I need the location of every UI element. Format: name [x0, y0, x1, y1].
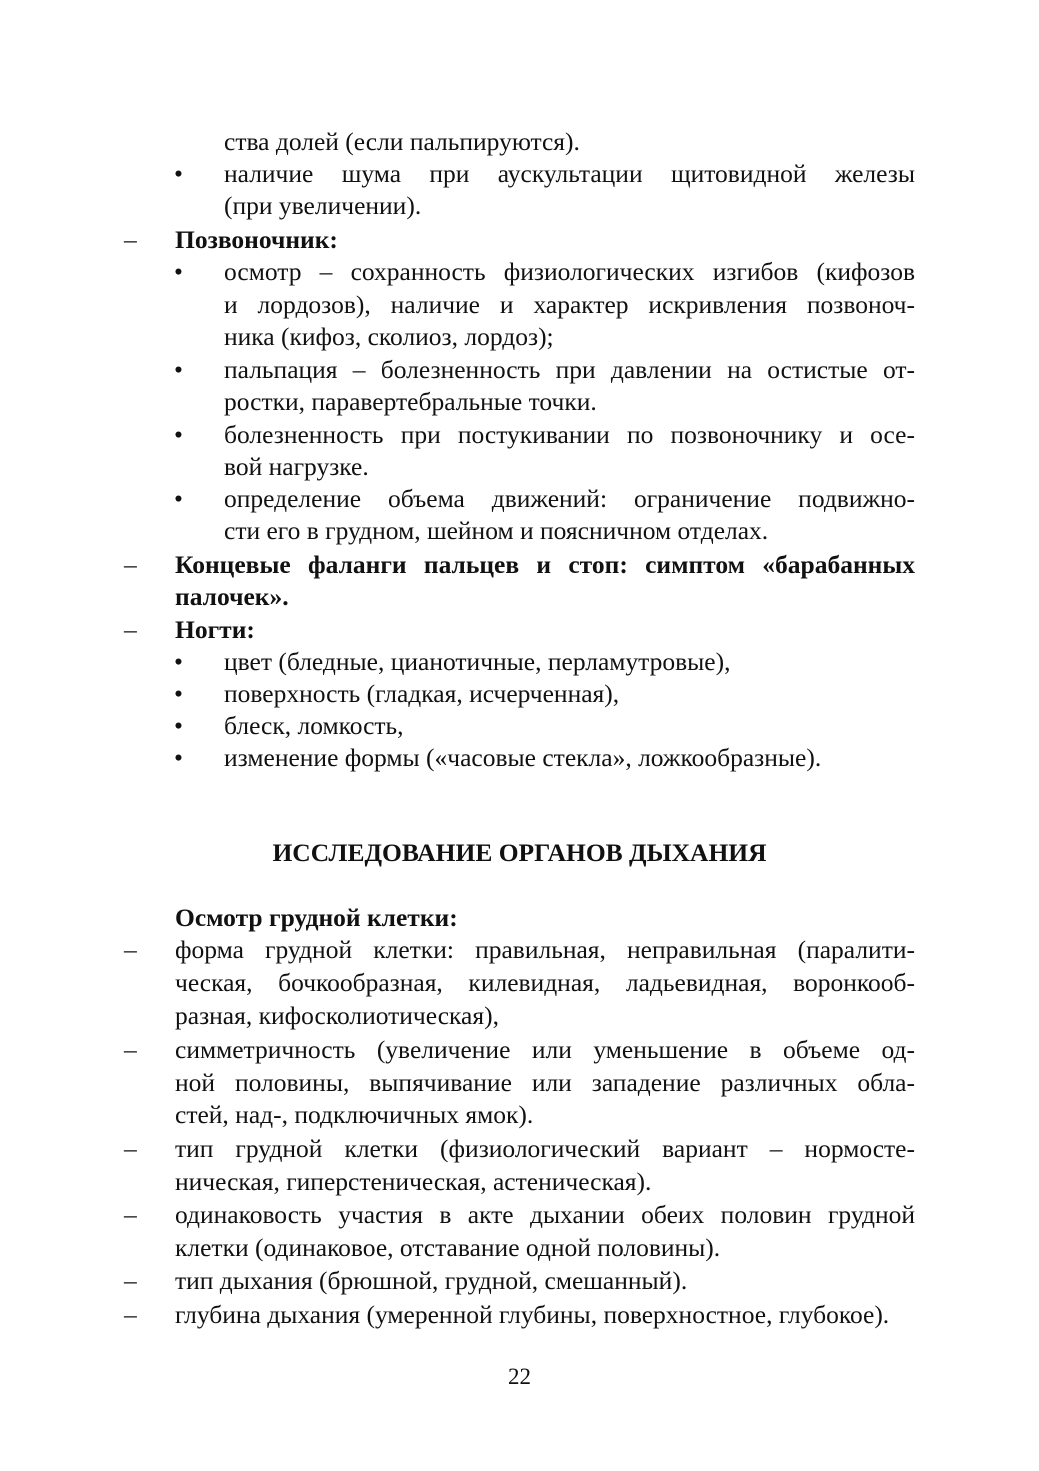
text-line: форма грудной клетки: правильная, неправильная (паралити- — [175, 935, 915, 964]
bullet-marker: • — [174, 711, 183, 740]
bullet-marker: • — [174, 355, 183, 384]
dash-marker: – — [124, 1200, 137, 1229]
text-line: симметричность (увеличение или уменьшение в объеме од- — [175, 1035, 915, 1064]
dash-marker: – — [124, 225, 137, 254]
text-line: вой нагрузке. — [224, 452, 369, 481]
text-line: (при увеличении). — [224, 191, 422, 220]
text-line: осмотр – сохранность физиологических изгибов (кифозов — [224, 257, 915, 286]
dash-marker: – — [124, 935, 137, 964]
text-line: поверхность (гладкая, исчерченная), — [224, 679, 620, 708]
dash-marker: – — [124, 550, 137, 579]
dash-marker: – — [124, 1300, 137, 1329]
text-line: ростки, паравертебральные точки. — [224, 387, 597, 416]
text-line: болезненность при постукивании по позвоночнику и осе- — [224, 420, 915, 449]
bullet-marker: • — [174, 679, 183, 708]
text-line: изменение формы («часовые стекла», ложкообразные). — [224, 743, 822, 772]
section-label-phalanges: Концевые фаланги пальцев и стоп: симптом «барабанных — [175, 550, 915, 579]
text-line: сти его в грудном, шейном и поясничном отделах. — [224, 516, 769, 545]
dash-marker: – — [124, 1035, 137, 1064]
page-number: 22 — [508, 1364, 531, 1389]
bullet-marker: • — [174, 257, 183, 286]
section-heading: ИССЛЕДОВАНИЕ ОРГАНОВ ДЫХАНИЯ — [272, 838, 767, 867]
text-line: ника (кифоз, сколиоз, лордоз); — [224, 322, 554, 351]
text-line: клетки (одинаковое, отставание одной половины). — [175, 1233, 721, 1262]
bullet-marker: • — [174, 420, 183, 449]
text-line: ной половины, выпячивание или западение различных обла- — [175, 1068, 915, 1097]
text-line: цвет (бледные, цианотичные, перламутровые), — [224, 647, 731, 676]
text-line: разная, кифосколиотическая), — [175, 1001, 499, 1030]
text-line: ства долей (если пальпируются). — [224, 127, 580, 156]
text-line: блеск, ломкость, — [224, 711, 404, 740]
text-line: ническая, гиперстеническая, астеническая). — [175, 1167, 652, 1196]
text-line: ческая, бочкообразная, килевидная, ладьевидная, воронкооб- — [175, 968, 915, 997]
bullet-marker: • — [174, 159, 183, 188]
text-line: стей, над-, подключичных ямок). — [175, 1100, 534, 1129]
bullet-marker: • — [174, 743, 183, 772]
text-line: палочек». — [175, 582, 289, 611]
dash-marker: – — [124, 1266, 137, 1295]
dash-marker: – — [124, 615, 137, 644]
dash-marker: – — [124, 1134, 137, 1163]
text-line: тип грудной клетки (физиологический вариант – нормосте- — [175, 1134, 915, 1163]
text-line: пальпация – болезненность при давлении на остистые от- — [224, 355, 915, 384]
bullet-marker: • — [174, 647, 183, 676]
text-line: и лордозов), наличие и характер искривления позвоноч- — [224, 290, 915, 319]
subheading: Осмотр грудной клетки: — [175, 903, 458, 932]
text-line: наличие шума при аускультации щитовидной железы — [224, 159, 915, 188]
bullet-marker: • — [174, 484, 183, 513]
text-line: определение объема движений: ограничение подвижно- — [224, 484, 915, 513]
section-label-spine: Позвоночник: — [175, 225, 338, 254]
section-label-nails: Ногти: — [175, 615, 255, 644]
text-line: одинаковость участия в акте дыхании обеих половин грудной — [175, 1200, 915, 1229]
text-line: тип дыхания (брюшной, грудной, смешанный). — [175, 1266, 688, 1295]
text-line: глубина дыхания (умеренной глубины, поверхностное, глубокое). — [175, 1300, 890, 1329]
